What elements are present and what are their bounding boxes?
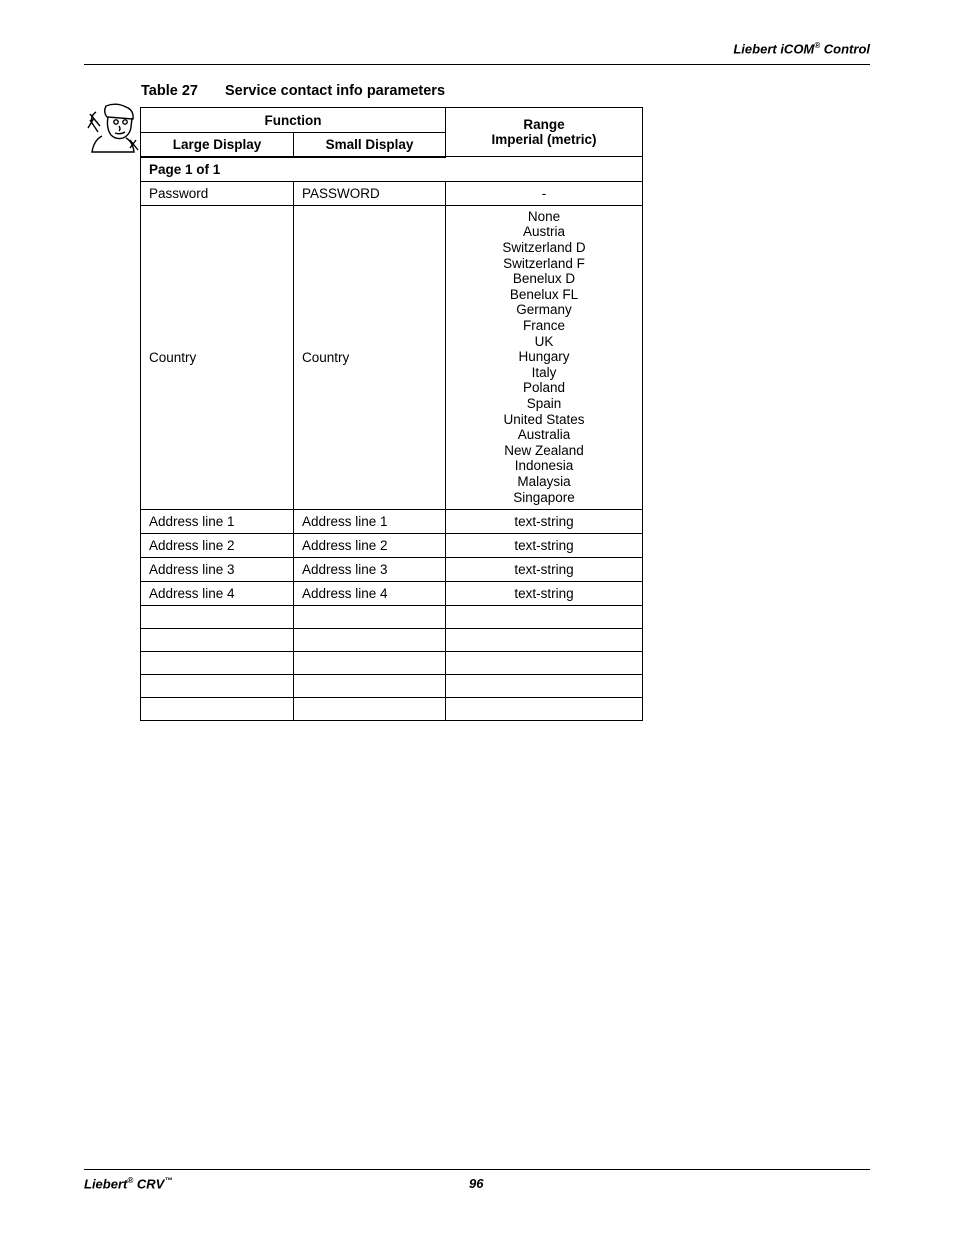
large-display-cell: Country <box>141 205 294 509</box>
country-option: Indonesia <box>514 458 574 474</box>
empty-cell <box>141 674 294 697</box>
range-header-line2: Imperial (metric) <box>491 132 597 147</box>
header-title: Liebert iCOM <box>733 41 815 57</box>
country-option: Spain <box>526 395 562 411</box>
empty-cell <box>446 674 643 697</box>
large-display-cell: Password <box>141 181 294 205</box>
range-cell: - <box>446 181 643 205</box>
service-contact-parameters-table <box>140 107 643 721</box>
empty-cell <box>294 674 446 697</box>
country-option: Germany <box>516 302 572 318</box>
function-header: Function <box>141 108 446 133</box>
small-display-cell: Address line 3 <box>294 557 446 581</box>
footer-rule <box>84 1169 870 1170</box>
service-technician-icon <box>86 102 140 154</box>
country-option: United States <box>503 411 585 427</box>
footer-tm-mark: ™ <box>164 1176 173 1185</box>
table-title: Service contact info parameters <box>225 83 446 99</box>
header-rule <box>84 64 870 65</box>
large-display-cell: Address line 1 <box>141 509 294 533</box>
country-option: Italy <box>531 364 557 380</box>
empty-table-row <box>141 651 643 674</box>
table-row <box>141 181 643 205</box>
empty-cell <box>294 605 446 628</box>
country-option: None <box>527 208 561 224</box>
small-display-cell: Address line 4 <box>294 581 446 605</box>
page-indicator: Page 1 of 1 <box>141 157 643 182</box>
range-cell <box>446 205 643 509</box>
range-cell: text-string <box>446 509 643 533</box>
country-option: Benelux D <box>512 271 576 287</box>
range-cell: text-string <box>446 533 643 557</box>
empty-cell <box>446 605 643 628</box>
table-row <box>141 581 643 605</box>
empty-cell <box>446 697 643 720</box>
country-option: Austria <box>522 224 566 240</box>
range-cell: text-string <box>446 557 643 581</box>
country-option: Poland <box>522 380 566 396</box>
empty-cell <box>294 628 446 651</box>
range-cell: text-string <box>446 581 643 605</box>
empty-cell <box>141 651 294 674</box>
empty-cell <box>294 651 446 674</box>
country-option: Singapore <box>513 489 575 505</box>
country-option: Australia <box>517 427 571 443</box>
large-display-header: Large Display <box>141 133 294 157</box>
small-display-header: Small Display <box>294 133 446 157</box>
country-option: Hungary <box>518 349 570 365</box>
table-row <box>141 533 643 557</box>
large-display-cell: Address line 4 <box>141 581 294 605</box>
running-header <box>733 41 870 56</box>
footer-model: CRV <box>133 1176 165 1192</box>
empty-table-row <box>141 605 643 628</box>
large-display-cell: Address line 2 <box>141 533 294 557</box>
small-display-cell: Country <box>294 205 446 509</box>
footer-reg-mark: ® <box>127 1176 134 1185</box>
country-option: Malaysia <box>517 473 571 489</box>
footer-brand: Liebert <box>84 1176 128 1192</box>
large-display-cell: Address line 3 <box>141 557 294 581</box>
small-display-cell: Address line 1 <box>294 509 446 533</box>
country-option: UK <box>534 333 554 349</box>
country-option: Benelux FL <box>509 286 579 302</box>
header-title-suffix: Control <box>820 41 870 57</box>
country-option: France <box>522 318 566 334</box>
small-display-cell: Address line 2 <box>294 533 446 557</box>
range-header-line1: Range <box>523 117 565 132</box>
range-header <box>446 108 643 157</box>
table-row <box>141 205 643 509</box>
country-options-list <box>454 209 634 505</box>
empty-cell <box>141 628 294 651</box>
country-option: Switzerland D <box>502 240 586 256</box>
table-row <box>141 509 643 533</box>
empty-table-row <box>141 697 643 720</box>
empty-table-row <box>141 628 643 651</box>
empty-cell <box>446 651 643 674</box>
empty-table-row <box>141 674 643 697</box>
table-row <box>141 557 643 581</box>
empty-cell <box>446 628 643 651</box>
empty-cell <box>294 697 446 720</box>
header-reg-mark: ® <box>814 41 821 50</box>
table-number: Table 27 <box>141 83 198 99</box>
small-display-cell: PASSWORD <box>294 181 446 205</box>
country-option: Switzerland F <box>503 255 585 271</box>
footer-product <box>84 1176 172 1191</box>
empty-cell <box>141 605 294 628</box>
country-option: New Zealand <box>504 442 584 458</box>
empty-cell <box>141 697 294 720</box>
page-number: 96 <box>469 1176 484 1191</box>
table-caption <box>141 83 445 99</box>
